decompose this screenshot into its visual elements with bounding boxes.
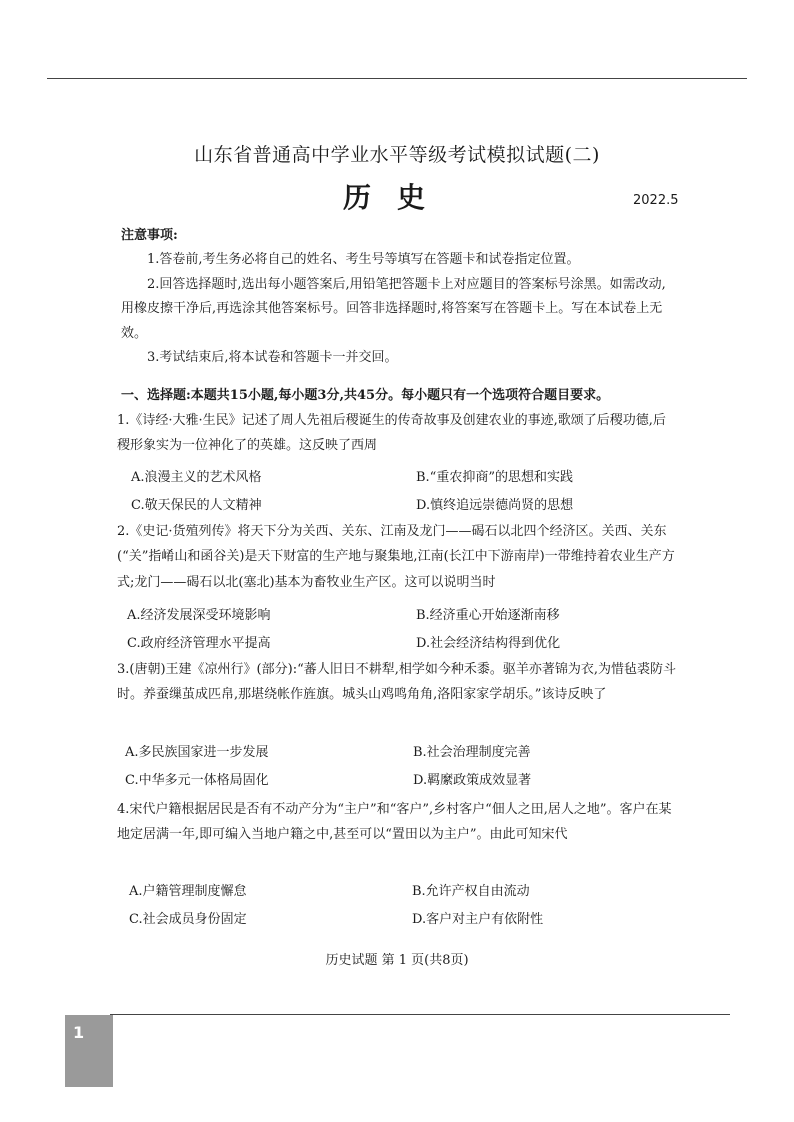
exam-date: 2022.5 <box>633 193 679 208</box>
option-d[interactable]: D.慎终追远崇德尚贤的思想 <box>416 498 574 513</box>
notice-heading: 注意事项: <box>121 228 178 243</box>
notice-item: 2.回答选择题时,选出每小题答案后,用铅笔把答题卡上对应题目的答案标号涂黑。如需改动,用橡皮擦干净后,再选涂其他答案标号。回答非选择题时,将答案写在答题卡上。写在本试卷上无效。 <box>121 276 666 341</box>
option-c[interactable]: C.敬天保民的人文精神 <box>131 498 262 513</box>
option-b[interactable]: B.允许产权自由流动 <box>412 884 530 899</box>
option-b[interactable]: B.“重农抑商”的思想和实践 <box>416 470 573 485</box>
notice-item: 1.答卷前,考生务必将自己的姓名、考生号等填写在答题卡和试卷指定位置。 <box>147 252 580 268</box>
page-number-tab: 1 <box>65 1015 113 1087</box>
section-heading: 一、选择题:本题共15小题,每小题3分,共45分。每小题只有一个选项符合题目要求。 <box>121 388 610 403</box>
top-divider <box>47 78 747 79</box>
question-stem: 3.(唐朝)王建《凉州行》(部分):“蕃人旧日不耕犁,相学如今种禾黍。驱羊亦著锦为衣,为惜毡裘防斗时。养蚕缫茧成匹帛,那堪绕帐作旌旗。城头山鸡鸣角角,洛阳家家学胡乐。”该诗反映了 <box>117 662 676 703</box>
option-b[interactable]: B.社会治理制度完善 <box>413 745 531 760</box>
notice-block <box>121 224 676 371</box>
exam-title: 山东省普通高中学业水平等级考试模拟试题(二) <box>194 144 600 166</box>
notice-item: 3.考试结束后,将本试卷和答题卡一并交回。 <box>147 350 398 366</box>
question-4 <box>117 797 677 848</box>
question-stem: 1.《诗经·大雅·生民》记述了周人先祖后稷诞生的传奇故事及创建农业的事迹,歌颂了后稷功德,后稷形象实为一位神化了的英雄。这反映了西周 <box>117 413 666 454</box>
option-d[interactable]: D.羁縻政策成效显著 <box>413 773 532 788</box>
question-stem: 4.宋代户籍根据居民是否有不动产分为“主户”和“客户”,乡村客户“佃人之田,居人之地”。客户在某地定居满一年,即可编入当地户籍之中,甚至可以“置田以为主户”。由此可知宋代 <box>117 802 672 843</box>
page-footer: 历史试题 第 1 页(共8页) <box>325 953 469 968</box>
question-2 <box>117 519 677 595</box>
question-stem: 2.《史记·货殖列传》将天下分为关西、关东、江南及龙门——碣石以北四个经济区。关西、关东(“关”指崤山和函谷关)是天下财富的生产地与聚集地,江南(长江中下游南岸)一带维持着农业生产方式;龙门——碣石以北(塞北)基本为畜牧业生产区。这可以说明当时 <box>117 524 675 590</box>
bottom-divider <box>110 1014 730 1015</box>
option-b[interactable]: B.经济重心开始逐渐南移 <box>416 608 560 623</box>
option-a[interactable]: A.浪漫主义的艺术风格 <box>131 470 262 485</box>
option-a[interactable]: A.多民族国家进一步发展 <box>125 745 269 760</box>
option-c[interactable]: C.社会成员身份固定 <box>129 912 247 927</box>
option-c[interactable]: C.政府经济管理水平提高 <box>127 636 271 651</box>
subject-title: 历史 <box>342 181 451 214</box>
option-a[interactable]: A.经济发展深受环境影响 <box>127 608 271 623</box>
option-c[interactable]: C.中华多元一体格局固化 <box>125 773 269 788</box>
option-d[interactable]: D.社会经济结构得到优化 <box>416 636 561 651</box>
option-d[interactable]: D.客户对主户有依附性 <box>412 912 544 927</box>
option-a[interactable]: A.户籍管理制度懈怠 <box>129 884 247 899</box>
question-3 <box>117 657 677 708</box>
question-1 <box>117 408 677 459</box>
